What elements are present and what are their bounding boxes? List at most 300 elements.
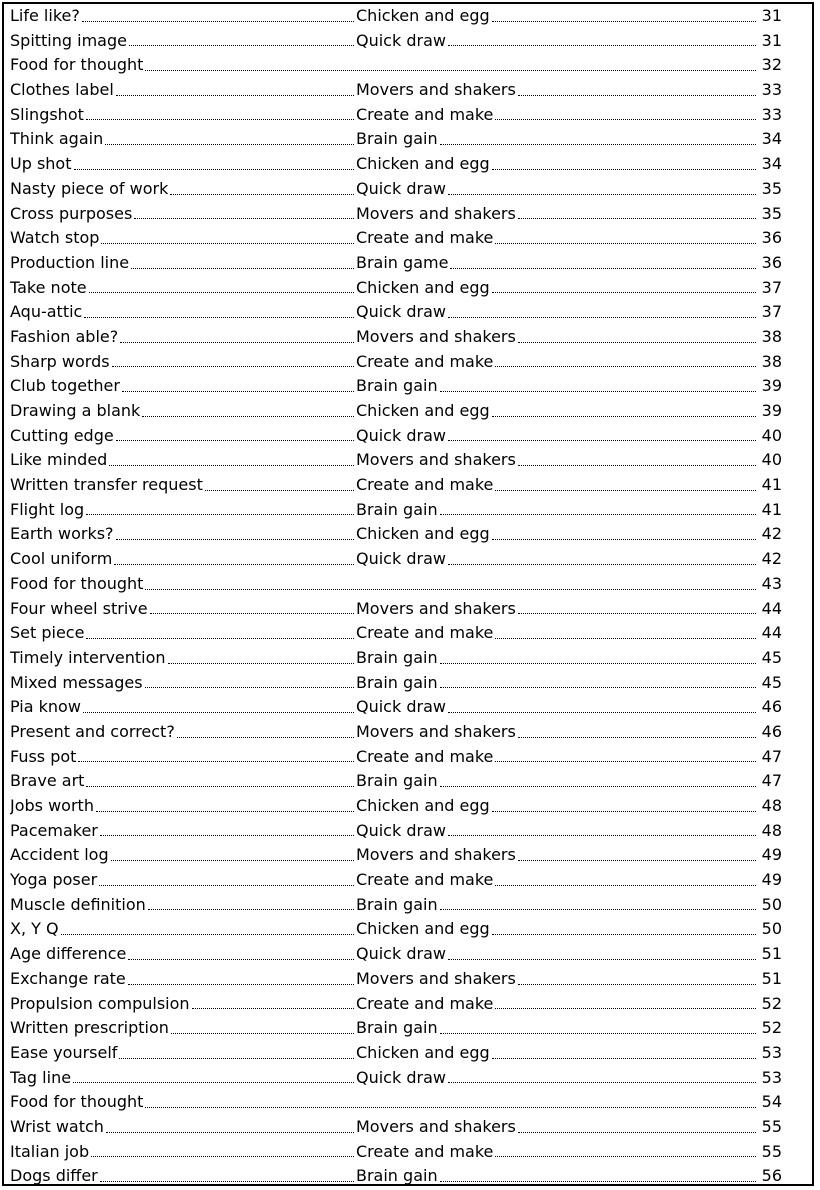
entry-title-cell bbox=[10, 1140, 356, 1165]
toc-entry bbox=[10, 522, 782, 547]
entry-category-cell bbox=[356, 78, 758, 103]
toc-entry bbox=[10, 325, 782, 350]
dot-leader bbox=[492, 1054, 756, 1059]
entry-category-cell bbox=[356, 226, 758, 251]
toc-entry bbox=[10, 843, 782, 868]
dot-leader bbox=[119, 1054, 354, 1059]
dot-leader bbox=[192, 1004, 354, 1009]
entry-page-number: 53 bbox=[761, 1067, 782, 1087]
entry-page-number: 46 bbox=[761, 721, 782, 741]
dot-leader bbox=[116, 91, 354, 96]
dot-leader bbox=[440, 510, 756, 515]
entry-title: Brave art bbox=[10, 771, 85, 791]
entry-page-number: 45 bbox=[761, 647, 782, 667]
entry-title-cell bbox=[10, 695, 356, 720]
dot-leader bbox=[168, 659, 354, 664]
entry-title: Timely intervention bbox=[10, 647, 166, 667]
entry-category-cell bbox=[356, 942, 758, 967]
entry-page-number: 47 bbox=[761, 771, 782, 791]
entry-category-cell bbox=[356, 794, 758, 819]
dot-leader bbox=[101, 239, 354, 244]
dot-leader bbox=[448, 1078, 756, 1083]
entry-page-number: 55 bbox=[761, 1116, 782, 1136]
entry-title-cell bbox=[10, 152, 356, 177]
dot-leader bbox=[96, 807, 354, 812]
toc-entry bbox=[10, 1140, 782, 1165]
entry-title-cell bbox=[10, 893, 356, 918]
entry-page-number: 48 bbox=[761, 796, 782, 815]
entry-page-number: 42 bbox=[761, 524, 782, 544]
dot-leader bbox=[128, 980, 354, 985]
entry-category: Movers and shakers bbox=[356, 326, 516, 346]
toc-entry bbox=[10, 53, 782, 78]
entry-title-cell bbox=[10, 29, 356, 54]
dot-leader bbox=[440, 905, 756, 910]
entry-title: Production line bbox=[10, 252, 130, 272]
entry-title-cell bbox=[10, 177, 356, 202]
toc-entry bbox=[10, 103, 782, 128]
entry-category: Brain gain bbox=[356, 1018, 438, 1038]
entry-category: Movers and shakers bbox=[356, 203, 516, 223]
entry-title: Think again bbox=[10, 129, 104, 149]
entry-category-cell bbox=[356, 473, 758, 498]
dot-leader bbox=[492, 535, 756, 540]
entry-title: Cutting edge bbox=[10, 425, 114, 445]
entry-category: Brain gain bbox=[356, 771, 438, 791]
entry-page-number: 31 bbox=[761, 30, 782, 50]
toc-entry bbox=[10, 572, 782, 597]
entry-category-cell bbox=[356, 127, 758, 152]
entry-title-cell bbox=[10, 868, 356, 893]
toc-entry bbox=[10, 350, 782, 375]
entry-title-cell bbox=[10, 300, 356, 325]
dot-leader bbox=[131, 264, 354, 269]
dot-leader bbox=[440, 387, 756, 392]
entry-category-cell bbox=[356, 350, 758, 375]
dot-leader bbox=[495, 1004, 756, 1009]
entry-category-cell bbox=[356, 448, 758, 473]
entry-page-number: 54 bbox=[761, 1092, 782, 1112]
entry-title: Jobs worth bbox=[10, 796, 94, 815]
entry-category: Chicken and egg bbox=[356, 796, 490, 815]
dot-leader bbox=[205, 486, 354, 491]
entry-category: Create and make bbox=[356, 746, 494, 766]
dot-leader bbox=[448, 190, 756, 195]
entry-category: Movers and shakers bbox=[356, 968, 516, 988]
dot-leader bbox=[83, 708, 354, 713]
entry-title-cell bbox=[10, 498, 356, 523]
entry-page-number: 41 bbox=[761, 475, 782, 495]
toc-entry bbox=[10, 498, 782, 523]
entry-title: Set piece bbox=[10, 623, 85, 643]
entry-title-cell bbox=[10, 202, 356, 227]
dot-leader bbox=[440, 659, 756, 664]
dot-leader bbox=[440, 1029, 756, 1034]
entry-title-cell bbox=[10, 547, 356, 572]
dot-leader bbox=[122, 387, 354, 392]
toc-entry bbox=[10, 942, 782, 967]
dot-leader bbox=[111, 856, 354, 861]
entry-category-cell bbox=[356, 325, 758, 350]
entry-page-number: 40 bbox=[761, 425, 782, 445]
dot-leader bbox=[145, 66, 756, 71]
entry-title: Muscle definition bbox=[10, 894, 146, 914]
entry-category: Movers and shakers bbox=[356, 598, 516, 618]
toc-entry bbox=[10, 78, 782, 103]
entry-title: Pacemaker bbox=[10, 820, 98, 840]
dot-leader bbox=[145, 585, 756, 590]
entry-title: Written transfer request bbox=[10, 475, 203, 495]
entry-title: Fuss pot bbox=[10, 746, 77, 766]
entry-category-cell bbox=[356, 202, 758, 227]
entry-page-number: 55 bbox=[761, 1141, 782, 1161]
toc-entry bbox=[10, 769, 782, 794]
entry-category: Movers and shakers bbox=[356, 450, 516, 470]
entry-title: Earth works? bbox=[10, 524, 114, 544]
dot-leader bbox=[116, 535, 354, 540]
toc-entry bbox=[10, 547, 782, 572]
entry-title: Up shot bbox=[10, 154, 72, 174]
dot-leader bbox=[448, 41, 756, 46]
entry-category-cell bbox=[356, 695, 758, 720]
entry-page-number: 50 bbox=[761, 894, 782, 914]
entry-page-number: 53 bbox=[761, 1042, 782, 1062]
entry-title-cell bbox=[10, 794, 356, 819]
dot-leader bbox=[495, 239, 756, 244]
toc-entry bbox=[10, 893, 782, 918]
entry-category: Quick draw bbox=[356, 178, 446, 198]
entry-category: Brain gain bbox=[356, 129, 438, 149]
entry-category: Quick draw bbox=[356, 820, 446, 840]
entry-category-cell bbox=[356, 374, 758, 399]
entry-title-cell bbox=[10, 78, 356, 103]
entry-title: Written prescription bbox=[10, 1018, 169, 1038]
entry-category: Chicken and egg bbox=[356, 401, 490, 420]
entry-page-number: 51 bbox=[761, 944, 782, 964]
toc-entry bbox=[10, 621, 782, 646]
entry-page-number: 44 bbox=[761, 598, 782, 618]
entry-page-number: 49 bbox=[761, 845, 782, 865]
dot-leader bbox=[492, 807, 756, 812]
entry-category-cell bbox=[356, 745, 758, 770]
entry-title: Life like? bbox=[10, 6, 80, 25]
toc-entry bbox=[10, 127, 782, 152]
entry-title: Cool uniform bbox=[10, 549, 113, 569]
entry-category-cell bbox=[356, 843, 758, 868]
entry-category-cell bbox=[356, 1066, 758, 1091]
entry-category: Quick draw bbox=[356, 697, 446, 717]
dot-leader bbox=[112, 362, 354, 367]
entry-category: Quick draw bbox=[356, 425, 446, 445]
entry-title-cell bbox=[10, 1115, 356, 1140]
dot-leader bbox=[492, 165, 756, 170]
dot-leader bbox=[518, 338, 756, 343]
toc-entry bbox=[10, 1090, 782, 1115]
entry-title: Food for thought bbox=[10, 1092, 144, 1112]
dot-leader bbox=[145, 1103, 756, 1108]
entry-page-number: 47 bbox=[761, 746, 782, 766]
toc-entry bbox=[10, 646, 782, 671]
toc-entry bbox=[10, 1041, 782, 1066]
entry-page-number: 43 bbox=[761, 573, 782, 593]
entry-category: Create and make bbox=[356, 870, 494, 890]
toc-entry bbox=[10, 794, 782, 819]
entry-title: Watch stop bbox=[10, 228, 100, 248]
toc-entry bbox=[10, 1164, 782, 1189]
dot-leader bbox=[100, 831, 354, 836]
entry-title: Yoga poser bbox=[10, 870, 98, 890]
entry-title-cell bbox=[10, 448, 356, 473]
dot-leader bbox=[440, 140, 756, 145]
entry-page-number: 34 bbox=[761, 129, 782, 149]
entry-category: Brain gain bbox=[356, 499, 438, 519]
entry-category-cell bbox=[356, 720, 758, 745]
toc-entry bbox=[10, 1115, 782, 1140]
dot-leader bbox=[148, 905, 354, 910]
entry-title-cell bbox=[10, 1016, 356, 1041]
dot-leader bbox=[171, 1029, 354, 1034]
entry-title: Wrist watch bbox=[10, 1116, 104, 1136]
entry-title-cell bbox=[10, 597, 356, 622]
dot-leader bbox=[116, 436, 354, 441]
dot-leader bbox=[134, 214, 354, 219]
entry-category-cell bbox=[356, 868, 758, 893]
entry-page-number: 33 bbox=[761, 80, 782, 100]
toc-entry bbox=[10, 868, 782, 893]
dot-leader bbox=[78, 757, 354, 762]
entry-title-cell bbox=[10, 720, 356, 745]
entry-category-cell bbox=[356, 1164, 758, 1189]
dot-leader bbox=[89, 288, 354, 293]
entry-title-cell bbox=[10, 276, 356, 301]
entry-title-cell bbox=[10, 226, 356, 251]
dot-leader bbox=[114, 560, 354, 565]
entry-category-cell bbox=[356, 917, 758, 942]
toc-entry bbox=[10, 992, 782, 1017]
entry-page-number: 32 bbox=[761, 55, 782, 75]
entry-category-cell bbox=[356, 424, 758, 449]
entry-category-cell bbox=[356, 29, 758, 54]
entry-page-number: 52 bbox=[761, 993, 782, 1013]
entry-title: Age difference bbox=[10, 944, 127, 964]
dot-leader bbox=[106, 1128, 354, 1133]
entry-category: Create and make bbox=[356, 623, 494, 643]
dot-leader bbox=[99, 881, 354, 886]
entry-page-number: 39 bbox=[761, 401, 782, 420]
entry-title: Pia know bbox=[10, 697, 81, 717]
entry-title-cell bbox=[10, 374, 356, 399]
toc-entry bbox=[10, 967, 782, 992]
entry-category: Brain gain bbox=[356, 376, 438, 396]
dot-leader bbox=[495, 757, 756, 762]
dot-leader bbox=[82, 17, 354, 22]
dot-leader bbox=[495, 881, 756, 886]
entry-category-cell bbox=[356, 819, 758, 844]
entry-category: Movers and shakers bbox=[356, 80, 516, 100]
dot-leader bbox=[74, 165, 355, 170]
entry-page-number: 41 bbox=[761, 499, 782, 519]
entry-title: Nasty piece of work bbox=[10, 178, 169, 198]
entry-title: Dogs differ bbox=[10, 1166, 98, 1186]
dot-leader bbox=[91, 1152, 354, 1157]
entry-page-number: 48 bbox=[761, 820, 782, 840]
entry-title: Present and correct? bbox=[10, 721, 175, 741]
entry-title: Spitting image bbox=[10, 30, 127, 50]
entry-category-cell bbox=[356, 276, 758, 301]
dot-leader bbox=[440, 683, 756, 688]
entry-category: Quick draw bbox=[356, 302, 446, 322]
dot-leader bbox=[492, 288, 756, 293]
dot-leader bbox=[518, 980, 756, 985]
entry-category-cell bbox=[356, 300, 758, 325]
entry-title-cell bbox=[10, 621, 356, 646]
toc-entry bbox=[10, 720, 782, 745]
entry-category: Brain gain bbox=[356, 1166, 438, 1186]
dot-leader bbox=[105, 140, 354, 145]
dot-leader bbox=[450, 264, 756, 269]
entry-category-cell bbox=[356, 1140, 758, 1165]
dot-leader bbox=[142, 412, 354, 417]
dot-leader bbox=[170, 190, 354, 195]
entry-title-cell bbox=[10, 769, 356, 794]
entry-category: Brain gain bbox=[356, 894, 438, 914]
entry-page-number: 38 bbox=[761, 351, 782, 371]
entry-title: Cross purposes bbox=[10, 203, 133, 223]
entry-title: Fashion able? bbox=[10, 326, 119, 346]
toc-entry bbox=[10, 745, 782, 770]
entry-category: Create and make bbox=[356, 475, 494, 495]
dot-leader bbox=[518, 609, 756, 614]
entry-page-number: 31 bbox=[761, 6, 782, 25]
dot-leader bbox=[495, 634, 756, 639]
dot-leader bbox=[495, 362, 756, 367]
entry-page-number: 45 bbox=[761, 672, 782, 692]
entry-page-number: 39 bbox=[761, 376, 782, 396]
entry-title: Four wheel strive bbox=[10, 598, 148, 618]
entry-category-cell bbox=[356, 992, 758, 1017]
entry-category-cell bbox=[356, 1041, 758, 1066]
toc-entry bbox=[10, 4, 782, 29]
entry-title: Food for thought bbox=[10, 573, 144, 593]
entry-page-number: 38 bbox=[761, 326, 782, 346]
dot-leader bbox=[86, 782, 354, 787]
entry-category-cell bbox=[356, 399, 758, 424]
toc-entry bbox=[10, 695, 782, 720]
entry-category-cell bbox=[356, 103, 758, 128]
entry-title-cell bbox=[10, 843, 356, 868]
entry-category-cell bbox=[356, 597, 758, 622]
entry-title: Clothes label bbox=[10, 80, 114, 100]
dot-leader bbox=[440, 1177, 756, 1182]
toc-entry bbox=[10, 374, 782, 399]
entry-category: Chicken and egg bbox=[356, 524, 490, 544]
dot-leader bbox=[495, 1152, 756, 1157]
entry-category-cell bbox=[356, 621, 758, 646]
entry-title: X, Y Q bbox=[10, 919, 59, 939]
toc-entry bbox=[10, 29, 782, 54]
toc-entry bbox=[10, 300, 782, 325]
dot-leader bbox=[73, 1078, 354, 1083]
entry-title: Like minded bbox=[10, 450, 108, 470]
entry-page-number: 50 bbox=[761, 919, 782, 939]
entry-page-number: 36 bbox=[761, 228, 782, 248]
entry-title: Sharp words bbox=[10, 351, 110, 371]
toc-entry bbox=[10, 597, 782, 622]
dot-leader bbox=[518, 1128, 756, 1133]
entry-category-cell bbox=[356, 671, 758, 696]
entry-title: Ease yourself bbox=[10, 1042, 118, 1062]
dot-leader bbox=[448, 436, 756, 441]
entry-page-number: 42 bbox=[761, 549, 782, 569]
dot-leader bbox=[177, 733, 354, 738]
dot-leader bbox=[448, 708, 756, 713]
entry-page-number: 35 bbox=[761, 203, 782, 223]
entry-page-number: 37 bbox=[761, 277, 782, 297]
entry-page-number: 40 bbox=[761, 450, 782, 470]
entry-title-cell bbox=[10, 917, 356, 942]
entry-page-number: 52 bbox=[761, 1018, 782, 1038]
entry-category: Movers and shakers bbox=[356, 1116, 516, 1136]
entry-title: Propulsion compulsion bbox=[10, 993, 190, 1013]
toc-entry bbox=[10, 424, 782, 449]
entry-category: Create and make bbox=[356, 351, 494, 371]
entry-category-cell bbox=[356, 4, 758, 29]
entry-title-cell bbox=[10, 967, 356, 992]
dot-leader bbox=[495, 486, 756, 491]
entry-title-cell bbox=[10, 522, 356, 547]
entry-title-cell bbox=[10, 942, 356, 967]
dot-leader bbox=[518, 214, 756, 219]
entry-title-cell bbox=[10, 399, 356, 424]
dot-leader bbox=[86, 510, 354, 515]
entry-title: Exchange rate bbox=[10, 968, 126, 988]
entry-title: Drawing a blank bbox=[10, 401, 141, 420]
entry-title: Take note bbox=[10, 277, 87, 297]
entry-category-cell bbox=[356, 251, 758, 276]
dot-leader bbox=[129, 41, 354, 46]
entry-page-number: 34 bbox=[761, 154, 782, 174]
entry-page-number: 49 bbox=[761, 870, 782, 890]
entry-category: Movers and shakers bbox=[356, 845, 516, 865]
toc-entry bbox=[10, 152, 782, 177]
entry-title-cell bbox=[10, 745, 356, 770]
dot-leader bbox=[492, 412, 756, 417]
entry-title: Food for thought bbox=[10, 55, 144, 75]
dot-leader bbox=[109, 461, 354, 466]
entry-title-cell bbox=[10, 1066, 356, 1091]
dot-leader bbox=[518, 461, 756, 466]
toc-entry bbox=[10, 1066, 782, 1091]
entry-category: Quick draw bbox=[356, 944, 446, 964]
entry-category: Brain game bbox=[356, 252, 449, 272]
entry-category: Quick draw bbox=[356, 1067, 446, 1087]
entry-category-cell bbox=[356, 498, 758, 523]
entry-category: Create and make bbox=[356, 228, 494, 248]
toc-entry bbox=[10, 473, 782, 498]
entry-category: Create and make bbox=[356, 104, 494, 124]
dot-leader bbox=[448, 831, 756, 836]
toc-entry bbox=[10, 448, 782, 473]
dot-leader bbox=[518, 91, 756, 96]
entry-title: Flight log bbox=[10, 499, 85, 519]
entry-title-cell bbox=[10, 350, 356, 375]
entry-title-cell bbox=[10, 1164, 356, 1189]
toc-entry bbox=[10, 819, 782, 844]
toc-entry bbox=[10, 226, 782, 251]
entry-title: Club together bbox=[10, 376, 120, 396]
dot-leader bbox=[492, 930, 756, 935]
table-of-contents bbox=[10, 4, 782, 1189]
